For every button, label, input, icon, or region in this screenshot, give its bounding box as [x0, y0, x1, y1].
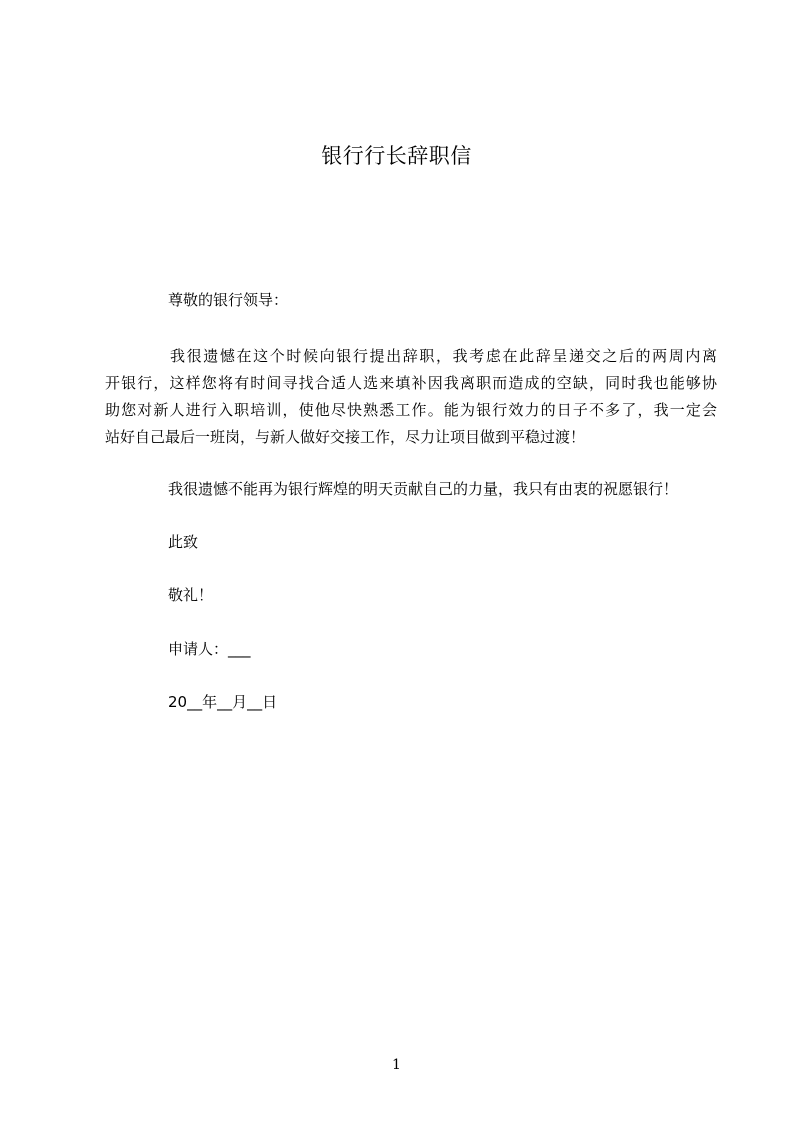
document-title: 银行行长辞职信 [321, 144, 472, 168]
date-line: 20__年__月__日 [168, 693, 278, 711]
applicant-signature-line: 申请人：___ [168, 640, 251, 658]
paragraph-1-line: 助您对新人进行入职培训，使他尽快熟悉工作。能为银行效力的日子不多了，我一定会 [105, 401, 717, 419]
closing-line-2: 敬礼！ [168, 586, 214, 604]
closing-line-1: 此致 [168, 533, 199, 551]
paragraph-1-line: 开银行，这样您将有时间寻找合适人选来填补因我离职而造成的空缺，同时我也能够协 [105, 374, 717, 392]
salutation: 尊敬的银行领导： [168, 291, 289, 309]
paragraph-2: 我很遗憾不能再为银行辉煌的明天贡献自己的力量，我只有由衷的祝愿银行！ [168, 480, 679, 498]
page-number: 1 [392, 1057, 401, 1073]
paragraph-1-line: 站好自己最后一班岗，与新人做好交接工作，尽力让项目做到平稳过渡！ [105, 428, 586, 446]
paragraph-1-line: 我很遗憾在这个时候向银行提出辞职，我考虑在此辞呈递交之后的两周内离 [170, 347, 717, 365]
paragraph-1 [105, 343, 717, 451]
